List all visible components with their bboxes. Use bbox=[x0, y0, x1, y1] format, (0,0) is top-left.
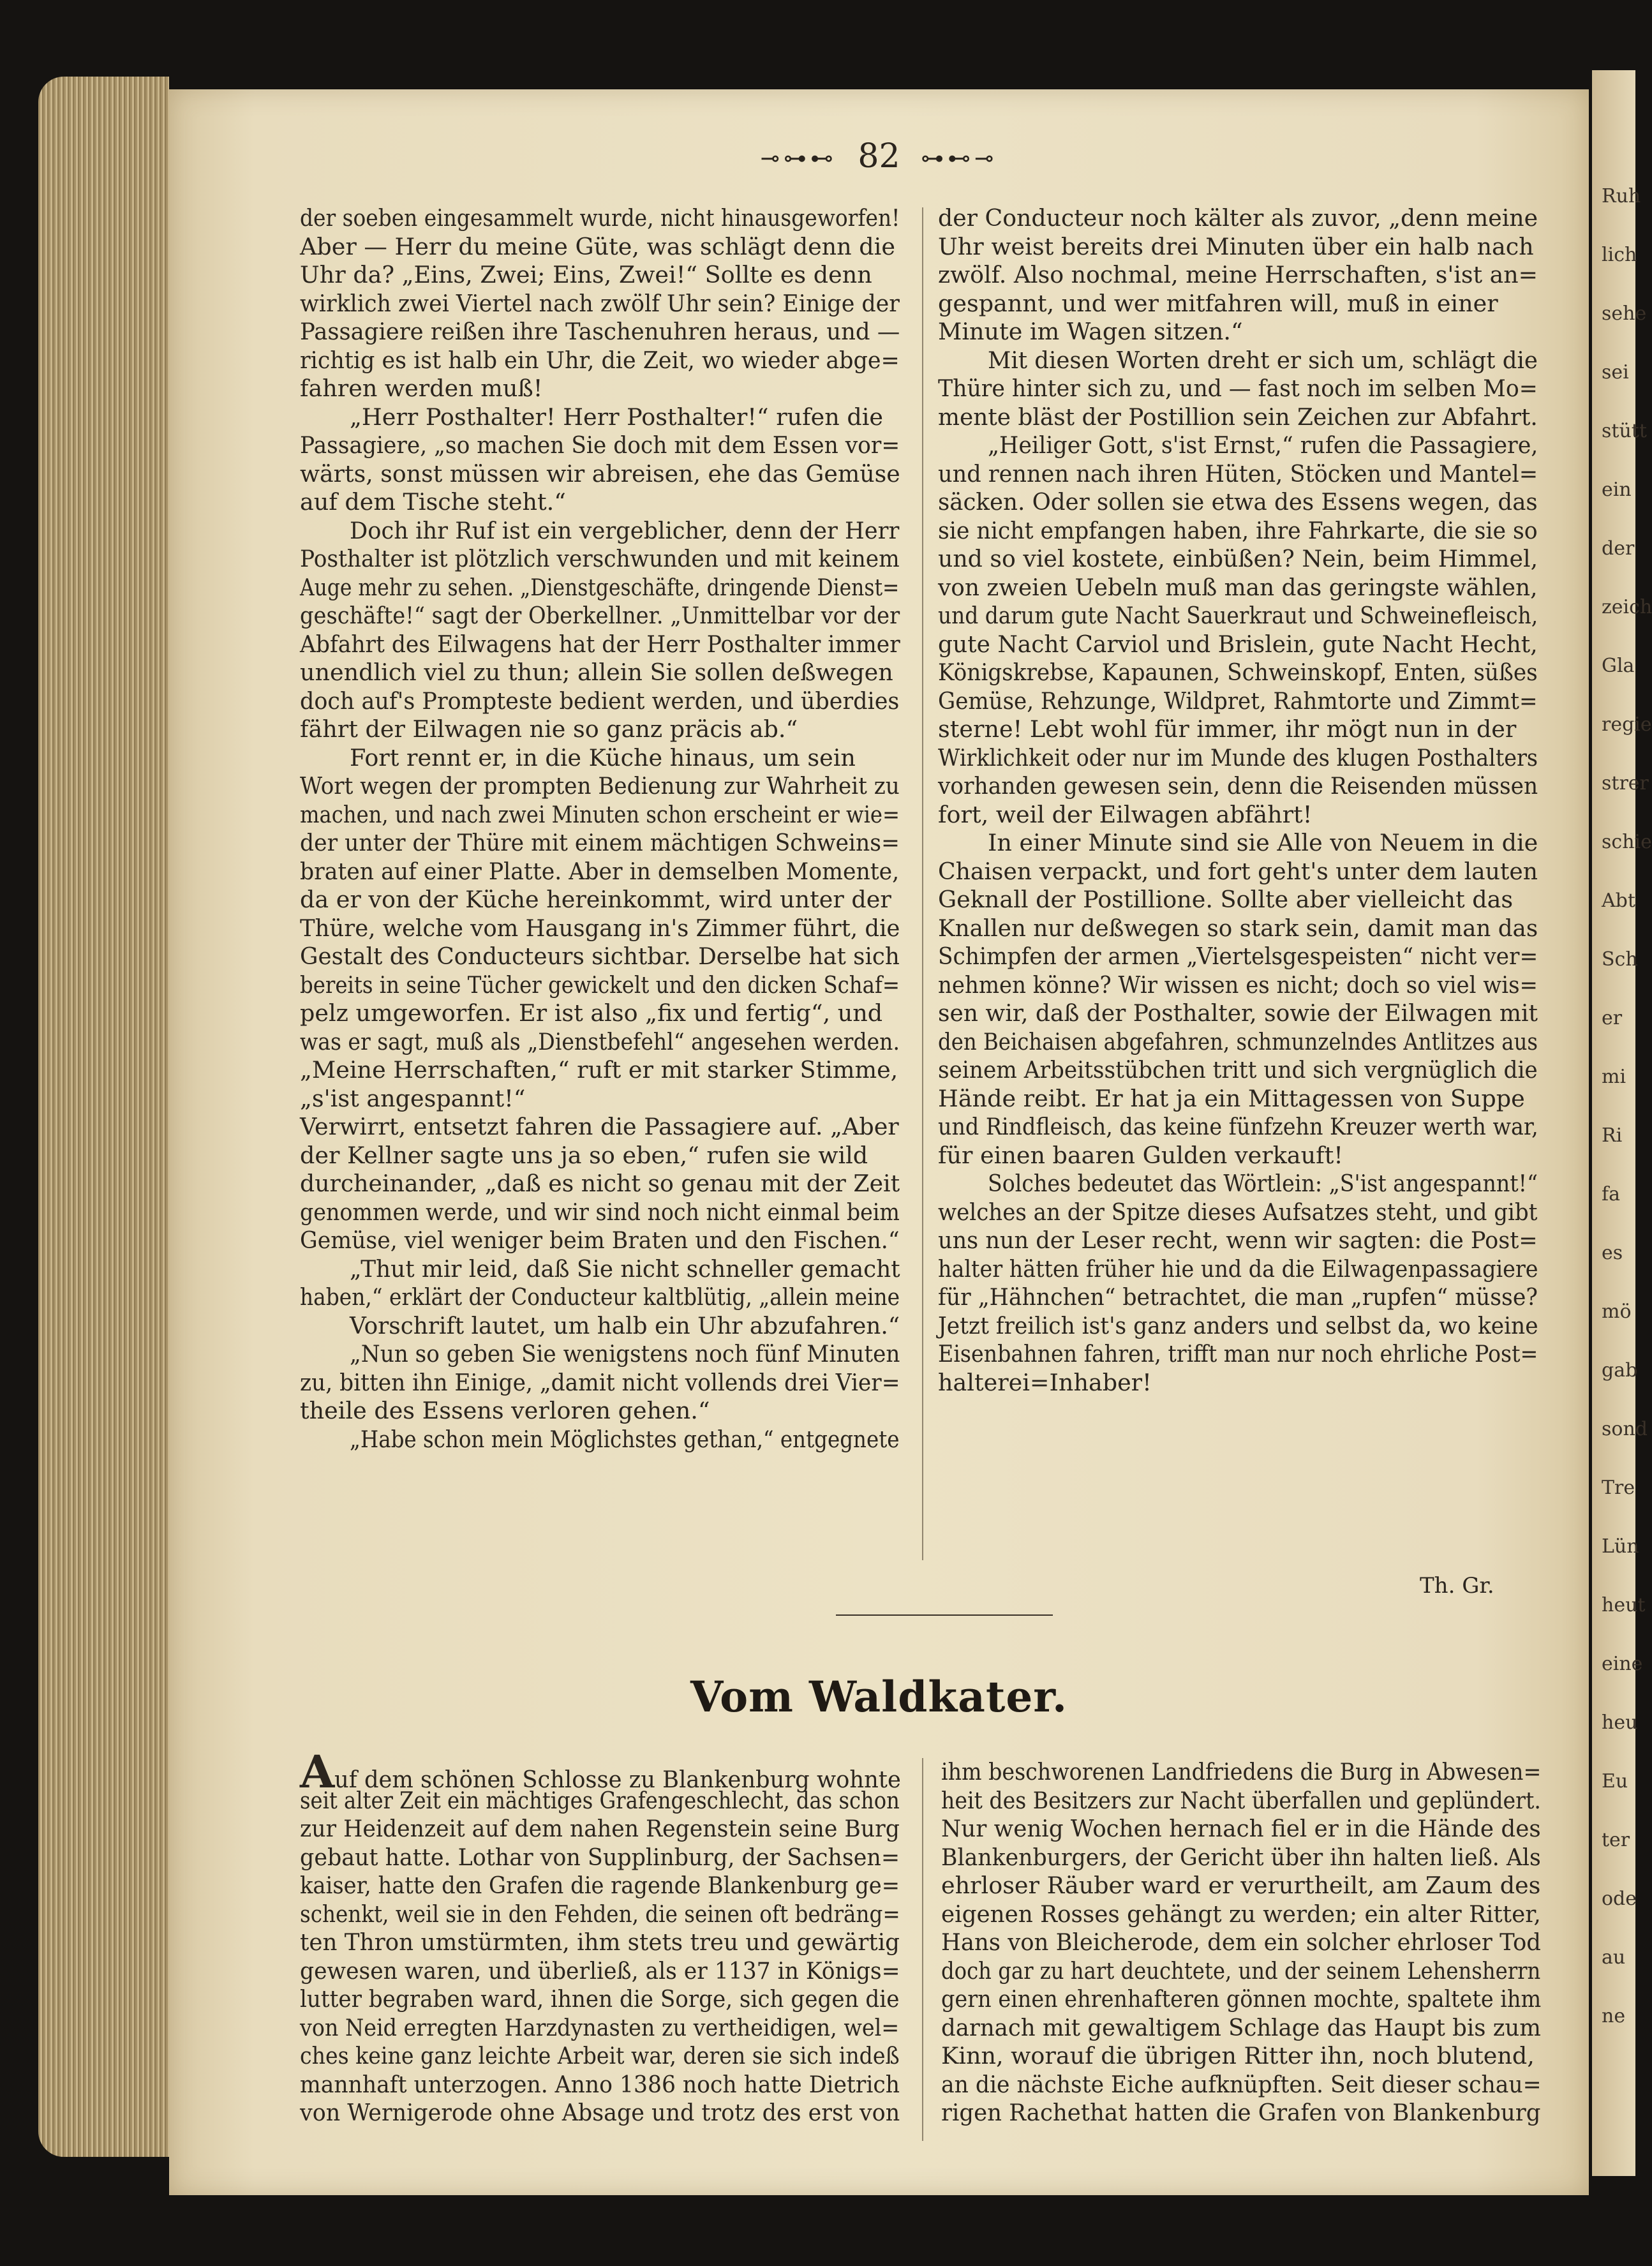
text-line bbox=[938, 290, 1538, 318]
text-line-content: Passagiere reißen ihre Taschenuhren heraus, und — bbox=[300, 318, 900, 345]
text-line-content: „Habe schon mein Möglichstes gethan,“ entgegnete bbox=[350, 1425, 900, 1453]
column-divider-bottom bbox=[922, 1758, 923, 2141]
text-line bbox=[300, 1056, 900, 1085]
text-line-content: Chaisen verpackt, und fort geht's unter dem lauten bbox=[938, 857, 1538, 885]
text-line-content: kaiser, hatte den Grafen die ragende Blankenburg ge= bbox=[300, 1872, 900, 1899]
text-line-content: haben,“ erklärt der Conducteur kaltblütig, „allein meine bbox=[300, 1283, 900, 1311]
text-line-content: machen, und nach zwei Minuten schon erscheint er wie= bbox=[300, 800, 900, 828]
next-page-fragment: gab bbox=[1602, 1359, 1638, 1382]
text-line bbox=[938, 460, 1538, 489]
text-line bbox=[300, 1787, 900, 1815]
text-line-content: bereits in seine Tücher gewickelt und den dicken Schaf= bbox=[300, 971, 900, 999]
text-line-content: den Beichaisen abgefahren, schmunzelndes Antlitzes aus bbox=[938, 1027, 1538, 1055]
text-line-content: heit des Besitzers zur Nacht überfallen und geplündert. bbox=[941, 1786, 1541, 1814]
text-line bbox=[300, 1928, 900, 1957]
text-line bbox=[938, 715, 1538, 744]
text-line bbox=[941, 1900, 1541, 1929]
text-line-content: Königskrebse, Kapaunen, Schweinskopf, Enten, süßes bbox=[938, 659, 1538, 686]
text-line bbox=[938, 1113, 1538, 1142]
text-line-content: Jetzt freilich ist's ganz anders und selbst da, wo keine bbox=[938, 1311, 1538, 1339]
text-line-content: Aber — Herr du meine Güte, was schlägt denn die bbox=[300, 232, 895, 260]
text-line bbox=[300, 772, 900, 801]
next-page-fragment: stütt bbox=[1602, 420, 1647, 442]
text-line bbox=[938, 261, 1538, 290]
text-line-content: zur Heidenzeit auf dem nahen Regenstein seine Burg bbox=[300, 1815, 900, 1842]
text-line bbox=[300, 1113, 900, 1142]
text-line bbox=[300, 801, 900, 830]
text-line bbox=[938, 403, 1538, 432]
text-line bbox=[300, 914, 900, 943]
text-line bbox=[938, 858, 1538, 886]
text-line bbox=[941, 1758, 1541, 1787]
text-line-content: der unter der Thüre mit einem mächtigen Schweins= bbox=[300, 829, 900, 856]
next-page-fragment: Ri bbox=[1602, 1124, 1623, 1147]
text-line-content: pelz umgeworfen. Er ist also „fix und fertig“, und bbox=[300, 999, 883, 1027]
next-page-fragment: Ruh bbox=[1602, 185, 1641, 207]
text-line-content: seit alter Zeit ein mächtiges Grafengeschlecht, das schon bbox=[300, 1786, 900, 1814]
book-page bbox=[169, 89, 1589, 2195]
text-line-content: Wort wegen der prompten Bedienung zur Wahrheit zu bbox=[300, 772, 900, 800]
text-line bbox=[300, 1226, 900, 1255]
text-line bbox=[938, 999, 1538, 1028]
next-page-fragment: heu bbox=[1602, 1711, 1638, 1734]
text-line bbox=[300, 1142, 900, 1170]
text-line bbox=[300, 261, 900, 290]
text-line-content: von zweien Uebeln muß man das geringste wählen, bbox=[938, 573, 1538, 601]
next-page-fragment: strer bbox=[1602, 772, 1649, 794]
text-line bbox=[300, 1844, 900, 1872]
text-line-content: Hans von Bleicherode, dem ein solcher ehrloser Tod bbox=[941, 1928, 1541, 1956]
text-line-content: gern einen ehrenhafteren gönnen mochte, spaltete ihm bbox=[941, 1985, 1542, 2013]
next-page-fragment: Lün bbox=[1602, 1535, 1639, 1558]
text-line-content: Fort rennt er, in die Küche hinaus, um sein bbox=[350, 743, 856, 771]
next-page-fragment: ter bbox=[1602, 1829, 1630, 1851]
text-line bbox=[938, 545, 1538, 574]
column-top-left bbox=[300, 204, 900, 1454]
text-line-content: von Neid erregten Harzdynasten zu vertheidigen, wel= bbox=[300, 2013, 900, 2041]
next-page-fragment: lich bbox=[1602, 244, 1637, 266]
text-line-content: seinem Arbeitsstübchen tritt und sich vergnüglich die bbox=[938, 1056, 1538, 1084]
text-line bbox=[300, 744, 900, 773]
text-line-content: Mit diesen Worten dreht er sich um, schlägt die bbox=[988, 346, 1538, 374]
text-line bbox=[300, 1426, 900, 1454]
text-line bbox=[938, 1369, 1538, 1398]
text-line bbox=[300, 545, 900, 574]
text-line-content: was er sagt, muß als „Dienstbefehl“ angesehen werden. bbox=[300, 1027, 900, 1055]
text-line-content: darnach mit gewaltigem Schlage das Haupt bis zum bbox=[941, 2013, 1541, 2041]
text-line-content: Doch ihr Ruf ist ein vergeblicher, denn der Herr bbox=[350, 516, 900, 544]
text-line-content: rigen Rachethat hatten die Grafen von Blankenburg bbox=[941, 2099, 1541, 2126]
text-line-content: ihm beschworenen Landfriedens die Burg in Abwesen= bbox=[941, 1758, 1542, 1785]
next-page-fragment: zeich bbox=[1602, 596, 1652, 618]
text-line bbox=[300, 1170, 900, 1198]
text-line bbox=[938, 1198, 1538, 1227]
text-line bbox=[938, 1142, 1538, 1170]
text-line-content: braten auf einer Platte. Aber in demselben Momente, bbox=[300, 857, 900, 885]
text-line-content: „s'ist angespannt!“ bbox=[300, 1084, 526, 1112]
next-page-fragment: ein bbox=[1602, 479, 1632, 501]
text-line-content: unendlich viel zu thun; allein Sie sollen deßwegen bbox=[300, 659, 893, 686]
text-line-content: Passagiere, „so machen Sie doch mit dem Essen vor= bbox=[300, 431, 900, 459]
text-line bbox=[938, 318, 1538, 347]
text-line-content: doch gar zu hart deuchtete, und der seinem Lehensherrn bbox=[941, 1957, 1541, 1985]
next-page-fragment: sehe bbox=[1602, 302, 1647, 325]
text-line bbox=[300, 403, 900, 432]
text-line-content: der Conducteur noch kälter als zuvor, „denn meine bbox=[938, 204, 1538, 232]
text-line bbox=[938, 829, 1538, 858]
text-line-content: nehmen könne? Wir wissen es nicht; doch so viel wis= bbox=[938, 971, 1538, 999]
text-line bbox=[300, 347, 900, 375]
text-line-content: ten Thron umstürmten, ihm stets treu und gewärtig bbox=[300, 1928, 900, 1956]
text-line-content: Hände reibt. Er hat ja ein Mittagessen von Suppe bbox=[938, 1084, 1525, 1112]
text-line-content: Minute im Wagen sitzen.“ bbox=[938, 318, 1243, 345]
text-line-content: Verwirrt, entsetzt fahren die Passagiere auf. „Aber bbox=[300, 1113, 899, 1140]
text-line bbox=[300, 488, 900, 517]
text-line bbox=[300, 290, 900, 318]
text-line bbox=[938, 971, 1538, 1000]
text-line-content: mente bläst der Postillion sein Zeichen zur Abfahrt. bbox=[938, 403, 1538, 431]
drop-cap: A bbox=[300, 1745, 335, 1798]
text-line bbox=[300, 943, 900, 971]
text-line-content: für „Hähnchen“ betrachtet, die man „rupfen“ müsse? bbox=[938, 1283, 1538, 1311]
text-line-content: vorhanden gewesen sein, denn die Reisenden müssen bbox=[938, 772, 1538, 800]
text-line-content: von Wernigerode ohne Absage und trotz des erst von bbox=[300, 2099, 900, 2126]
section-separator bbox=[836, 1614, 1053, 1616]
text-line bbox=[300, 574, 900, 602]
page-number-header bbox=[169, 137, 1589, 175]
text-line bbox=[941, 2099, 1541, 2128]
text-line bbox=[300, 1028, 900, 1057]
text-line bbox=[300, 2099, 900, 2128]
text-line-content: wirklich zwei Viertel nach zwölf Uhr sein? Einige der bbox=[300, 289, 900, 317]
text-line bbox=[941, 2071, 1541, 2099]
text-line-content: sterne! Lebt wohl für immer, ihr mögt nun in der bbox=[938, 715, 1517, 743]
book-page-edges bbox=[38, 77, 169, 2157]
ornament-left: ⊸⊶⊷ bbox=[760, 145, 837, 172]
text-line bbox=[938, 659, 1538, 687]
text-line-content: gespannt, und wer mitfahren will, muß in einer bbox=[938, 289, 1498, 317]
text-line-content: sie nicht empfangen haben, ihre Fahrkarte, die sie so bbox=[938, 516, 1538, 544]
next-page-fragment: ne bbox=[1602, 2005, 1626, 2027]
text-line bbox=[300, 318, 900, 347]
text-line-content: ches keine ganz leichte Arbeit war, deren sie sich indeß bbox=[300, 2042, 900, 2069]
text-line-content: Uhr da? „Eins, Zwei; Eins, Zwei!“ Sollte es denn bbox=[300, 261, 872, 288]
text-line-content: halterei=Inhaber! bbox=[938, 1368, 1152, 1396]
text-line-content: Vorschrift lautet, um halb ein Uhr abzufahren.“ bbox=[350, 1311, 900, 1339]
next-page-fragment: es bbox=[1602, 1242, 1623, 1264]
text-line bbox=[300, 858, 900, 886]
text-line-content: Abfahrt des Eilwagens hat der Herr Posthalter immer bbox=[300, 630, 900, 658]
page-number: 82 bbox=[858, 137, 900, 175]
text-line-content: Geknall der Postillione. Sollte aber vielleicht das bbox=[938, 886, 1514, 913]
text-line bbox=[938, 517, 1538, 546]
text-line bbox=[300, 1085, 900, 1114]
next-page-fragment: fa bbox=[1602, 1183, 1620, 1205]
text-line bbox=[300, 1872, 900, 1900]
text-line bbox=[300, 375, 900, 403]
column-top-right bbox=[938, 204, 1538, 1397]
text-line bbox=[300, 1198, 900, 1227]
text-line-content: Gemüse, Rehzunge, Wildpret, Rahmtorte und Zimmt= bbox=[938, 687, 1538, 715]
text-line-content: „Nun so geben Sie wenigstens noch fünf Minuten bbox=[350, 1340, 900, 1368]
text-line bbox=[300, 1369, 900, 1398]
text-line bbox=[941, 1787, 1541, 1815]
next-page-fragment: eine bbox=[1602, 1653, 1643, 1675]
text-line bbox=[938, 233, 1538, 262]
text-line bbox=[300, 630, 900, 659]
text-line-content: „Heiliger Gott, s'ist Ernst,“ rufen die Passagiere, bbox=[988, 431, 1538, 459]
text-line bbox=[938, 347, 1538, 375]
text-line-content: Blankenburgers, der Gericht über ihn halten ließ. Als bbox=[941, 1843, 1541, 1871]
next-page-fragment: Sch bbox=[1602, 948, 1638, 971]
text-line-content: „Thut mir leid, daß Sie nicht schneller gemacht bbox=[350, 1255, 900, 1283]
text-line-content: Thüre, welche vom Hausgang in's Zimmer führt, die bbox=[300, 914, 900, 942]
text-line-content: uns nun der Leser recht, wenn wir sagten: die Post= bbox=[938, 1226, 1538, 1254]
text-line bbox=[938, 801, 1538, 830]
text-line-content: mannhaft unterzogen. Anno 1386 noch hatte Dietrich bbox=[300, 2070, 900, 2098]
text-line bbox=[941, 2014, 1541, 2043]
text-line-content: uf dem schönen Schlosse zu Blankenburg wohnte bbox=[334, 1766, 902, 1793]
text-line-content: der soeben eingesammelt wurde, nicht hinausgeworfen! bbox=[300, 204, 900, 232]
text-line-content: da er von der Küche hereinkommt, wird unter der bbox=[300, 886, 891, 913]
text-line bbox=[938, 1340, 1538, 1369]
next-page-fragment: Abt bbox=[1602, 890, 1635, 912]
text-line bbox=[938, 1283, 1538, 1312]
text-line-content: genommen werde, und wir sind noch nicht einmal beim bbox=[300, 1198, 900, 1226]
next-page-fragment: Gla bbox=[1602, 655, 1635, 677]
text-line-content: und so viel kostete, einbüßen? Nein, beim Himmel, bbox=[938, 545, 1538, 572]
text-line bbox=[941, 1872, 1541, 1900]
text-line bbox=[938, 204, 1538, 233]
text-line-content: und Rindfleisch, das keine fünfzehn Kreuzer werth war, bbox=[938, 1113, 1538, 1140]
text-line bbox=[300, 431, 900, 460]
text-line bbox=[300, 1340, 900, 1369]
text-line-content: fort, weil der Eilwagen abfährt! bbox=[938, 800, 1313, 828]
text-line-content: schenkt, weil sie in den Fehden, die seinen oft bedräng= bbox=[300, 1900, 900, 1928]
next-page-fragment: Eu bbox=[1602, 1770, 1628, 1793]
text-line bbox=[941, 1928, 1541, 1957]
text-line bbox=[938, 772, 1538, 801]
next-page-fragment: mi bbox=[1602, 1066, 1626, 1088]
text-line bbox=[938, 1085, 1538, 1114]
text-line-content: durcheinander, „daß es nicht so genau mit der Zeit bbox=[300, 1170, 900, 1197]
text-line bbox=[300, 715, 900, 744]
text-line-content: welches an der Spitze dieses Aufsatzes steht, und gibt bbox=[938, 1198, 1538, 1226]
text-line-content: der Kellner sagte uns ja so eben,“ rufen sie wild bbox=[300, 1141, 868, 1169]
text-line-content: gute Nacht Carviol und Brislein, gute Nacht Hecht, bbox=[938, 630, 1538, 658]
text-line-content: an die nächste Eiche aufknüpften. Seit dieser schau= bbox=[941, 2070, 1542, 2098]
text-line bbox=[300, 886, 900, 914]
author-signature: Th. Gr. bbox=[1420, 1573, 1494, 1599]
next-page-fragment: heut bbox=[1602, 1594, 1646, 1616]
text-line-content: wärts, sonst müssen wir abreisen, ehe das Gemüse bbox=[300, 459, 900, 488]
text-line-content: fahren werden muß! bbox=[300, 375, 543, 402]
text-line bbox=[300, 1815, 900, 1844]
text-line-content: doch auf's Prompteste bedient werden, und überdies bbox=[300, 687, 900, 715]
text-line bbox=[938, 1056, 1538, 1085]
text-line-content: Posthalter ist plötzlich verschwunden und mit keinem bbox=[300, 545, 900, 572]
text-line bbox=[300, 1312, 900, 1341]
text-line bbox=[938, 687, 1538, 716]
text-line bbox=[941, 1815, 1541, 1844]
text-line bbox=[941, 1957, 1541, 1986]
text-line-content: auf dem Tische steht.“ bbox=[300, 488, 566, 516]
text-line bbox=[300, 1900, 900, 1929]
text-line bbox=[300, 659, 900, 687]
text-line bbox=[938, 488, 1538, 517]
text-line-content: Schimpfen der armen „Viertelsgespeisten“ nicht ver= bbox=[938, 943, 1538, 970]
text-line bbox=[938, 574, 1538, 602]
text-line-content: zu, bitten ihn Einige, „damit nicht vollends drei Vier= bbox=[300, 1368, 900, 1396]
text-line-content: gebaut hatte. Lothar von Supplinburg, der Sachsen= bbox=[300, 1843, 900, 1871]
text-line bbox=[938, 1170, 1538, 1198]
text-line bbox=[300, 829, 900, 858]
text-line bbox=[938, 744, 1538, 773]
next-page-fragment: mö bbox=[1602, 1301, 1632, 1323]
text-line-content: Thüre hinter sich zu, und — fast noch im selben Mo= bbox=[938, 375, 1538, 402]
text-line bbox=[938, 1255, 1538, 1284]
ornament-right: ⊶⊷⊸ bbox=[921, 145, 998, 172]
text-line bbox=[941, 1985, 1541, 2014]
text-line bbox=[938, 943, 1538, 971]
text-line-content: und rennen nach ihren Hüten, Stöcken und Mantel= bbox=[938, 459, 1538, 488]
column-bottom-left bbox=[300, 1745, 902, 2128]
text-line bbox=[300, 971, 900, 1000]
text-line bbox=[300, 517, 900, 546]
text-line bbox=[300, 1985, 900, 2014]
text-line-content: gewesen waren, und überließ, als er 1137 in Königs= bbox=[300, 1957, 900, 1985]
article-title: Vom Waldkater. bbox=[690, 1672, 1068, 1722]
text-line bbox=[938, 375, 1538, 403]
next-page-fragment: au bbox=[1602, 1946, 1626, 1969]
text-line-content: Solches bedeutet das Wörtlein: „S'ist angespannt!“ bbox=[988, 1170, 1538, 1197]
text-line-content: „Meine Herrschaften,“ ruft er mit starker Stimme, bbox=[300, 1056, 898, 1084]
text-line bbox=[300, 1745, 902, 1798]
text-line bbox=[300, 1283, 900, 1312]
text-line bbox=[300, 204, 900, 233]
text-line-content: Wirklichkeit oder nur im Munde des klugen Posthalters bbox=[938, 743, 1538, 771]
next-page-fragment: regie bbox=[1602, 713, 1652, 736]
text-line-content: Gestalt des Conducteurs sichtbar. Derselbe hat sich bbox=[300, 943, 900, 970]
text-line bbox=[941, 2042, 1541, 2071]
next-page-fragment: sei bbox=[1602, 361, 1629, 384]
text-line-content: Eisenbahnen fahren, trifft man nur noch ehrliche Post= bbox=[938, 1340, 1538, 1368]
next-page-fragment: der bbox=[1602, 537, 1635, 560]
text-line bbox=[300, 460, 900, 489]
text-line bbox=[300, 1957, 900, 1986]
text-line-content: Auge mehr zu sehen. „Dienstgeschäfte, dringende Dienst= bbox=[300, 573, 900, 601]
next-page-fragment: ode bbox=[1602, 1888, 1637, 1910]
text-line bbox=[938, 886, 1538, 914]
text-line bbox=[938, 602, 1538, 630]
text-line-content: für einen baaren Gulden verkauft! bbox=[938, 1141, 1343, 1169]
next-page-fragment: Tre bbox=[1602, 1477, 1635, 1499]
text-line-content: und darum gute Nacht Sauerkraut und Schweinefleisch, bbox=[938, 602, 1538, 629]
text-line bbox=[300, 2014, 900, 2043]
text-line-content: Uhr weist bereits drei Minuten über ein halb nach bbox=[938, 232, 1534, 260]
text-line bbox=[941, 1844, 1541, 1872]
text-line bbox=[300, 233, 900, 262]
text-line bbox=[300, 999, 900, 1028]
text-line bbox=[300, 2071, 900, 2099]
text-line bbox=[938, 914, 1538, 943]
next-page-fragment: er bbox=[1602, 1007, 1623, 1029]
text-line-content: In einer Minute sind sie Alle von Neuem in die bbox=[988, 829, 1538, 856]
text-line-content: Kinn, worauf die übrigen Ritter ihn, noch blutend, bbox=[941, 2042, 1535, 2069]
text-line bbox=[300, 687, 900, 716]
text-line bbox=[300, 2042, 900, 2071]
text-line bbox=[938, 431, 1538, 460]
text-line bbox=[300, 1255, 900, 1284]
text-line-content: sen wir, daß der Posthalter, sowie der Eilwagen mit bbox=[938, 999, 1538, 1027]
text-line bbox=[300, 602, 900, 630]
text-line-content: theile des Essens verloren gehen.“ bbox=[300, 1397, 710, 1424]
next-page-edge bbox=[1592, 70, 1638, 2176]
text-line-content: Gemüse, viel weniger beim Braten und den Fischen.“ bbox=[300, 1226, 900, 1254]
text-line-content: eigenen Rosses gehängt zu werden; ein alter Ritter, bbox=[941, 1900, 1541, 1928]
text-line bbox=[938, 1312, 1538, 1341]
text-line-content: halter hätten früher hie und da die Eilwagenpassagiere bbox=[938, 1255, 1538, 1283]
next-page-fragment: sond bbox=[1602, 1418, 1648, 1440]
text-line-content: Knallen nur deßwegen so stark sein, damit man das bbox=[938, 914, 1538, 942]
text-line-content: säcken. Oder sollen sie etwa des Essens wegen, das bbox=[938, 488, 1538, 516]
column-bottom-right bbox=[941, 1758, 1541, 2128]
text-line bbox=[300, 1397, 900, 1426]
text-line bbox=[938, 1226, 1538, 1255]
text-line-content: richtig es ist halb ein Uhr, die Zeit, wo wieder abge= bbox=[300, 346, 900, 374]
text-line-content: ehrloser Räuber ward er verurtheilt, am Zaum des bbox=[941, 1872, 1541, 1899]
text-line-content: Nur wenig Wochen hernach fiel er in die Hände des bbox=[941, 1815, 1541, 1842]
text-line-content: fährt der Eilwagen nie so ganz präcis ab.“ bbox=[300, 715, 798, 743]
text-line bbox=[938, 1028, 1538, 1057]
text-line-content: „Herr Posthalter! Herr Posthalter!“ rufen die bbox=[350, 403, 884, 431]
text-line bbox=[938, 630, 1538, 659]
text-line-content: geschäfte!“ sagt der Oberkellner. „Unmittelbar vor der bbox=[300, 602, 900, 629]
text-line-content: lutter begraben ward, ihnen die Sorge, sich gegen die bbox=[300, 1985, 900, 2013]
next-page-fragment: schie bbox=[1602, 831, 1652, 853]
text-line-content: zwölf. Also nochmal, meine Herrschaften, s'ist an= bbox=[938, 261, 1538, 288]
